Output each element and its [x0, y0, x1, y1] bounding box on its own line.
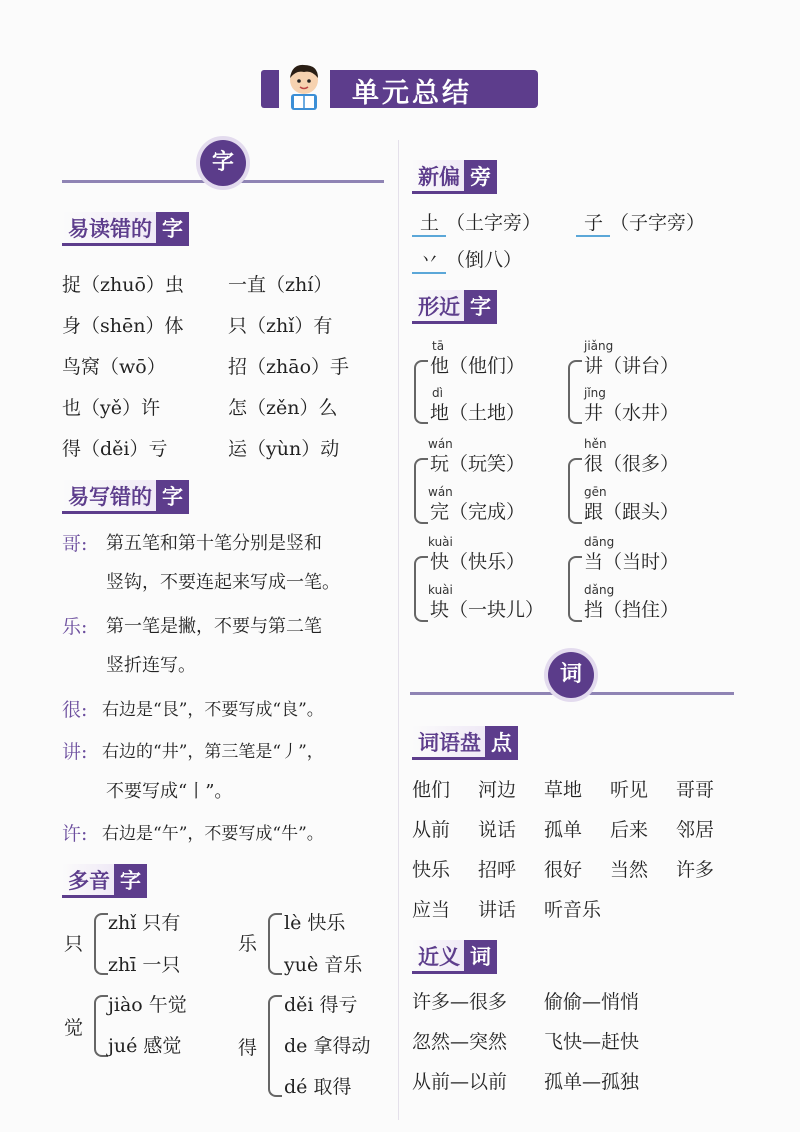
heading-text: 多音: [62, 864, 114, 898]
heading-yidu: [62, 212, 189, 246]
synonym-pair: 飞快—赶快: [544, 1031, 640, 1053]
duoyin-char: 只: [64, 933, 84, 955]
pinyin: hěn: [584, 437, 607, 451]
word: 招呼: [478, 859, 517, 881]
brace: [94, 995, 108, 1057]
boy-reading-icon: [282, 60, 326, 114]
xingjin-word: 跟（跟头）: [584, 501, 680, 523]
word: 说话: [478, 819, 517, 841]
heading-box: 字: [156, 480, 189, 514]
pinyin: dǎng: [584, 583, 615, 597]
word: 当然: [610, 859, 649, 881]
xingjin-word: 完（完成）: [430, 501, 526, 523]
yixie-note: 竖钩，不要连起来写成一笔。: [106, 572, 340, 593]
word: 孤单: [544, 819, 583, 841]
synonym-pair: 忽然—突然: [412, 1031, 508, 1053]
brace: [568, 360, 582, 424]
word: 应当: [412, 899, 451, 921]
yixie-note: 竖折连写。: [106, 655, 196, 676]
word: 他们: [412, 779, 451, 801]
heading-text: 新偏: [412, 160, 464, 194]
brace: [94, 913, 108, 975]
yixie-note: 不要写成“丨”。: [106, 781, 233, 802]
pinyin: kuài: [428, 535, 453, 549]
duoyin-reading: lè 快乐: [284, 912, 346, 934]
brace: [414, 458, 428, 524]
heading-yixie: [62, 480, 189, 514]
heading-box: 字: [464, 290, 497, 324]
xingjin-word: 井（水井）: [584, 402, 680, 424]
duoyin-char: 觉: [64, 1017, 84, 1039]
xingjin-word: 他（他们）: [430, 355, 526, 377]
heading-box: 点: [485, 726, 518, 760]
heading-text: 词语盘: [412, 726, 485, 760]
heading-jinyi: [412, 940, 497, 974]
word: 邻居: [676, 819, 715, 841]
synonym-pair: 许多—很多: [412, 991, 508, 1013]
radical-name: （土字旁）: [446, 212, 542, 234]
word: 河边: [478, 779, 517, 801]
xingjin-word: 挡（挡住）: [584, 599, 680, 621]
radical-blank: [412, 235, 446, 237]
heading-box: 字: [114, 864, 147, 898]
yidu-item: 怎（zěn）么: [228, 397, 338, 419]
yidu-item: 身（shēn）体: [62, 315, 184, 337]
word: 快乐: [412, 859, 451, 881]
pinyin: dāng: [584, 535, 615, 549]
pinyin: dì: [432, 386, 443, 400]
page-title: 单元总结: [352, 78, 472, 109]
word: 许多: [676, 859, 715, 881]
radical: 丷: [420, 249, 440, 271]
xingjin-word: 地（土地）: [430, 402, 526, 424]
radical-name: （倒八）: [446, 249, 523, 271]
heading-box: 旁: [464, 160, 497, 194]
heading-text: 形近: [412, 290, 464, 324]
xingjin-word: 块（一块儿）: [430, 599, 545, 621]
heading-text: 易写错的: [62, 480, 156, 514]
xingjin-word: 玩（玩笑）: [430, 453, 526, 475]
duoyin-char: 乐: [238, 933, 258, 955]
radical-blank: [576, 235, 610, 237]
heading-xinpian: [412, 160, 497, 194]
yidu-item: 招（zhāo）手: [228, 356, 350, 378]
radical-name: （子字旁）: [610, 212, 706, 234]
word: 后来: [610, 819, 649, 841]
yixie-note: 第五笔和第十笔分别是竖和: [106, 533, 322, 554]
radical: 子: [584, 212, 604, 234]
yixie-char: 许:: [62, 823, 88, 845]
duoyin-reading: zhǐ 只有: [108, 912, 181, 934]
yixie-char: 讲:: [62, 741, 88, 763]
synonym-pair: 从前—以前: [412, 1071, 508, 1093]
yidu-item: 得（děi）亏: [62, 438, 168, 460]
xingjin-word: 当（当时）: [584, 551, 680, 573]
brace: [414, 556, 428, 622]
heading-duoyin: [62, 864, 147, 898]
pinyin: wán: [428, 485, 453, 499]
duoyin-reading: dé 取得: [284, 1076, 352, 1098]
yidu-item: 捉（zhuō）虫: [62, 274, 184, 296]
xingjin-word: 很（很多）: [584, 453, 680, 475]
pinyin: kuài: [428, 583, 453, 597]
brace: [568, 458, 582, 524]
yidu-item: 鸟窝（wō）: [62, 356, 166, 378]
yixie-note: 右边是“午”，不要写成“牛”。: [102, 824, 324, 844]
duoyin-reading: de 拿得动: [284, 1035, 371, 1057]
yixie-note: 右边是“艮”，不要写成“良”。: [102, 700, 324, 720]
word: 草地: [544, 779, 583, 801]
pinyin: jǐng: [584, 386, 606, 400]
word: 从前: [412, 819, 451, 841]
duoyin-reading: jiào 午觉: [108, 994, 187, 1016]
heading-text: 近义: [412, 940, 464, 974]
yidu-item: 只（zhǐ）有: [228, 315, 333, 337]
word: 哥哥: [676, 779, 715, 801]
duoyin-reading: jué 感觉: [108, 1035, 182, 1057]
section-badge-zi: 字: [200, 140, 246, 186]
column-divider: [398, 140, 399, 1120]
radical-blank: [412, 272, 446, 274]
radical: 土: [420, 212, 440, 234]
pinyin: gēn: [584, 485, 607, 499]
heading-text: 易读错的: [62, 212, 156, 246]
yixie-char: 很:: [62, 699, 88, 721]
heading-ciyu: [412, 726, 518, 760]
section-badge-ci: 词: [548, 652, 594, 698]
yixie-note: 右边的“井”，第三笔是“丿”，: [102, 742, 324, 762]
yixie-char: 哥:: [62, 533, 88, 555]
brace: [414, 360, 428, 424]
duoyin-reading: yuè 音乐: [284, 954, 363, 976]
word: 讲话: [478, 899, 517, 921]
pinyin: wán: [428, 437, 453, 451]
brace: [568, 556, 582, 622]
synonym-pair: 偷偷—悄悄: [544, 991, 640, 1013]
brace: [268, 995, 282, 1097]
yidu-item: 一直（zhí）: [228, 274, 333, 296]
duoyin-reading: zhī 一只: [108, 954, 181, 976]
word: 听见: [610, 779, 649, 801]
synonym-pair: 孤单—孤独: [544, 1071, 640, 1093]
duoyin-reading: děi 得亏: [284, 994, 358, 1016]
heading-box: 词: [464, 940, 497, 974]
pinyin: jiǎng: [584, 339, 614, 353]
pinyin: tā: [432, 339, 445, 353]
yixie-note: 第一笔是撇，不要与第二笔: [106, 616, 322, 637]
brace: [268, 913, 282, 975]
yidu-item: 运（yùn）动: [228, 438, 340, 460]
duoyin-char: 得: [238, 1037, 258, 1059]
heading-xingjin: [412, 290, 497, 324]
word: 很好: [544, 859, 583, 881]
title-banner-left: [261, 70, 279, 108]
heading-box: 字: [156, 212, 189, 246]
xingjin-word: 讲（讲台）: [584, 355, 680, 377]
xingjin-word: 快（快乐）: [430, 551, 526, 573]
yixie-char: 乐:: [62, 616, 88, 638]
word: 听音乐: [544, 899, 602, 921]
yidu-item: 也（yě）许: [62, 397, 160, 419]
